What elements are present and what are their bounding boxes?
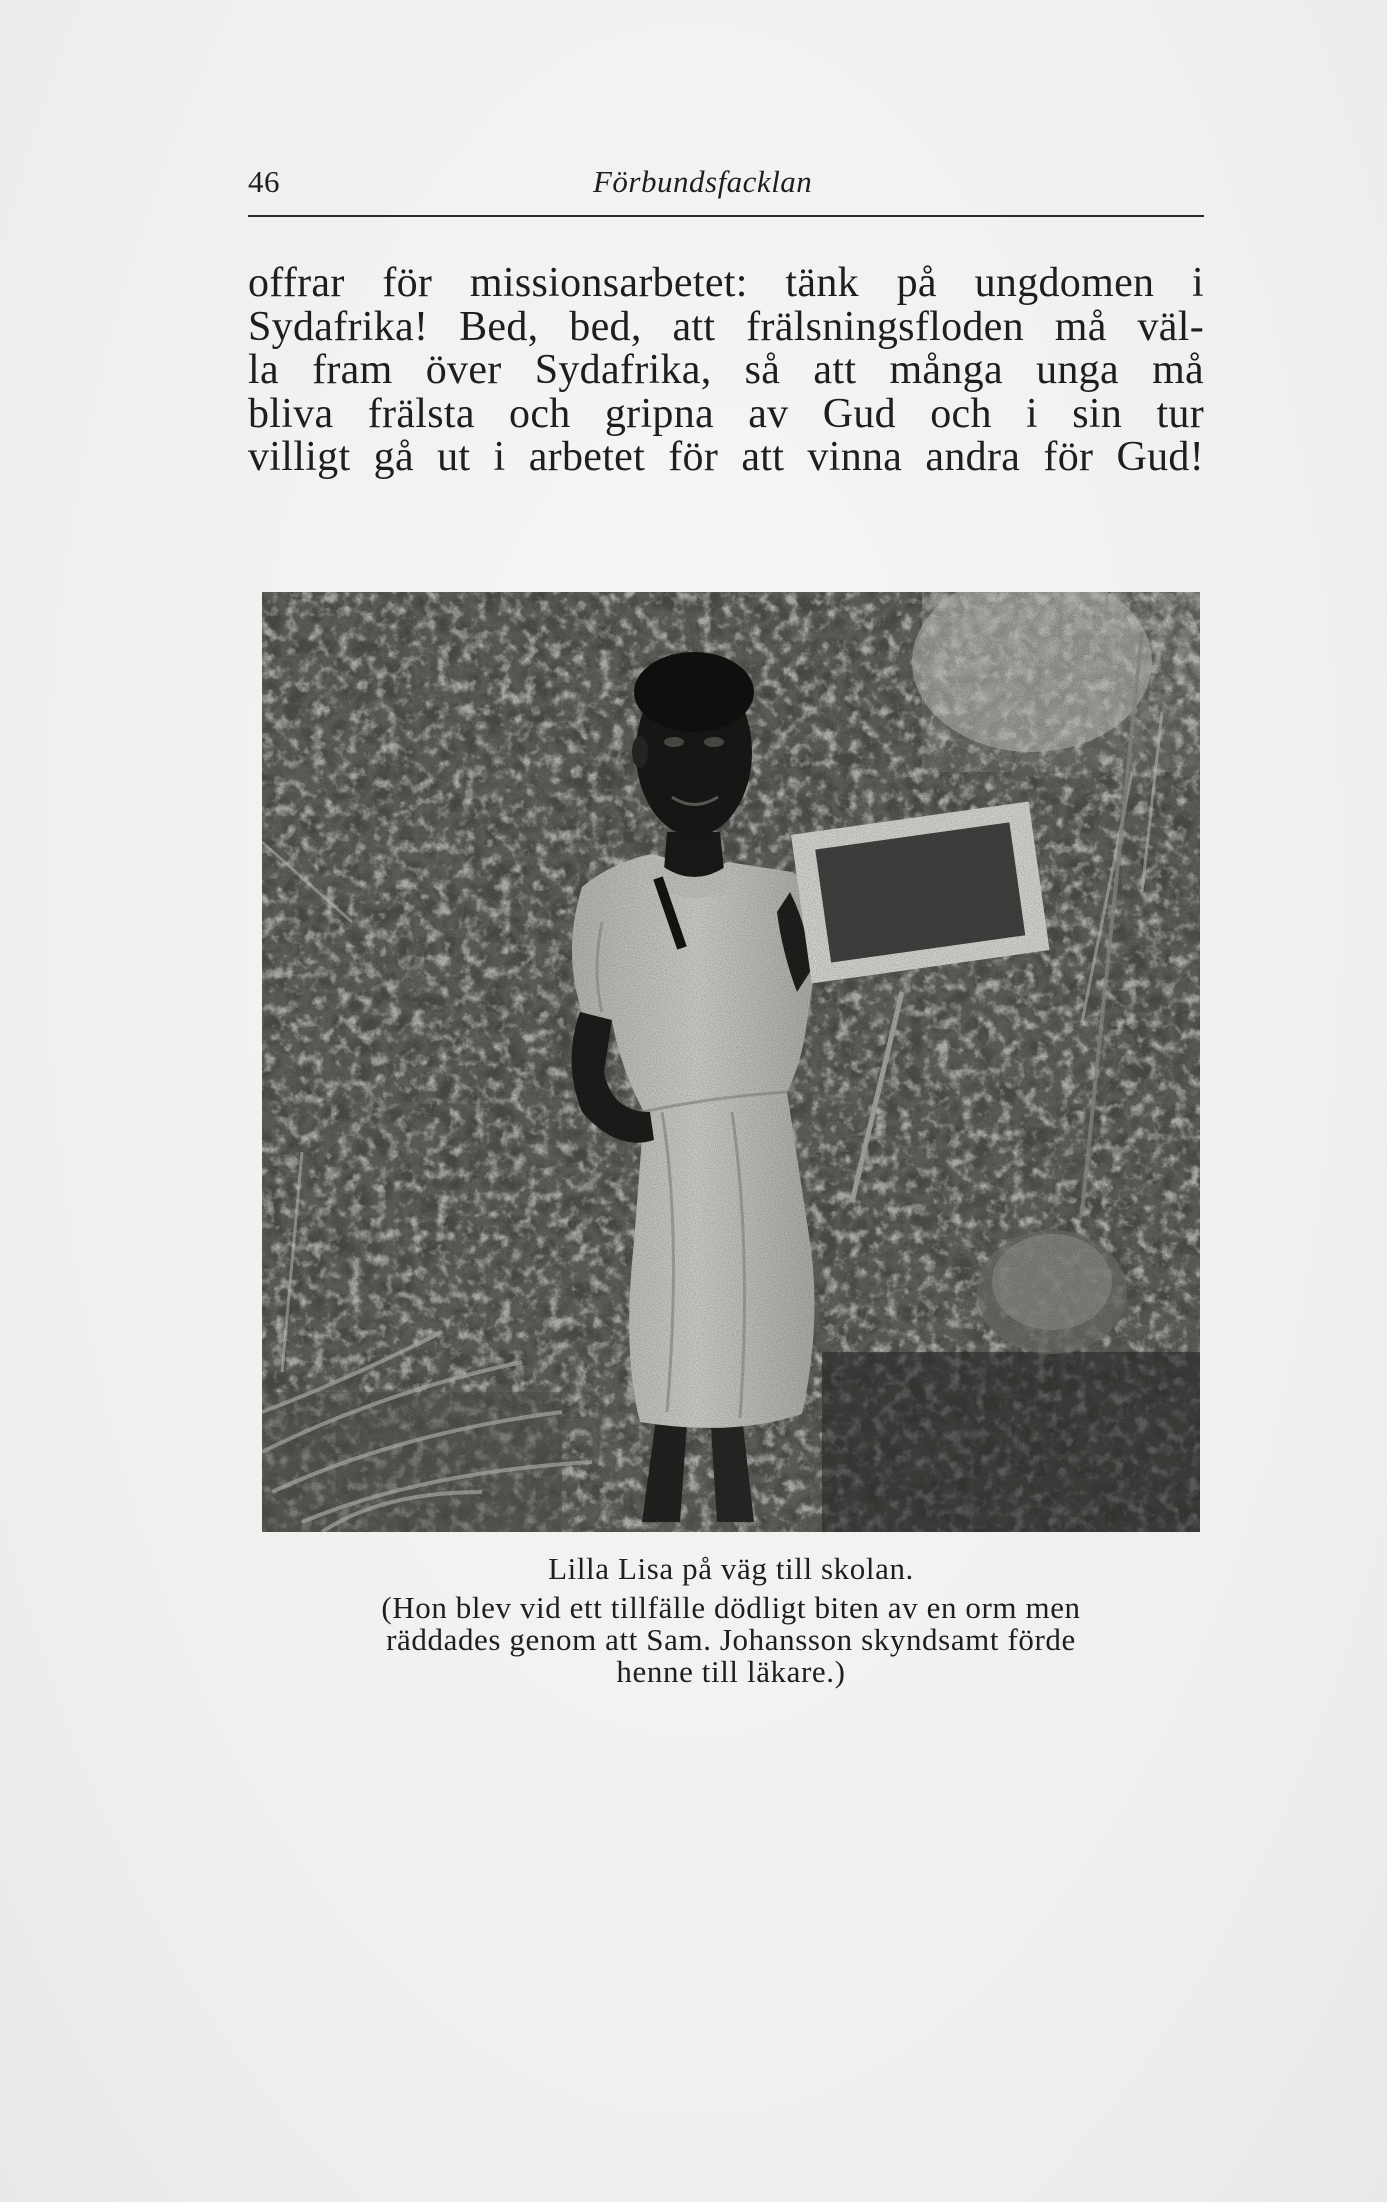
body-paragraph (248, 262, 1204, 480)
journal-title: Förbundsfacklan (593, 164, 813, 199)
body-line: bliva frälsta och gripna av Gud och i sin tur (248, 390, 1204, 437)
body-line: la fram över Sydafrika, så att många unga må (248, 347, 1204, 393)
photograph (262, 592, 1200, 1532)
caption-line: räddades genom att Sam. Johansson skyndsamt förde (386, 1622, 1076, 1657)
photo-caption (262, 1553, 1200, 1688)
photograph-illustration (262, 592, 1200, 1532)
header-rule (248, 215, 1204, 217)
running-head (248, 164, 1204, 210)
body-line: villigt gå ut i arbetet för att vinna andra för Gud! (248, 434, 1204, 480)
body-line: offrar för missionsarbetet: tänk på ungdomen i (248, 260, 1204, 306)
page-number: 46 (248, 164, 280, 199)
caption-line: (Hon blev vid ett tillfälle dödligt biten av en orm men (381, 1590, 1081, 1625)
caption-line: henne till läkare.) (616, 1654, 846, 1689)
body-line: Sydafrika! Bed, bed, att frälsningsfloden må väl- (248, 303, 1204, 350)
caption-title: Lilla Lisa på väg till skolan. (548, 1551, 914, 1586)
